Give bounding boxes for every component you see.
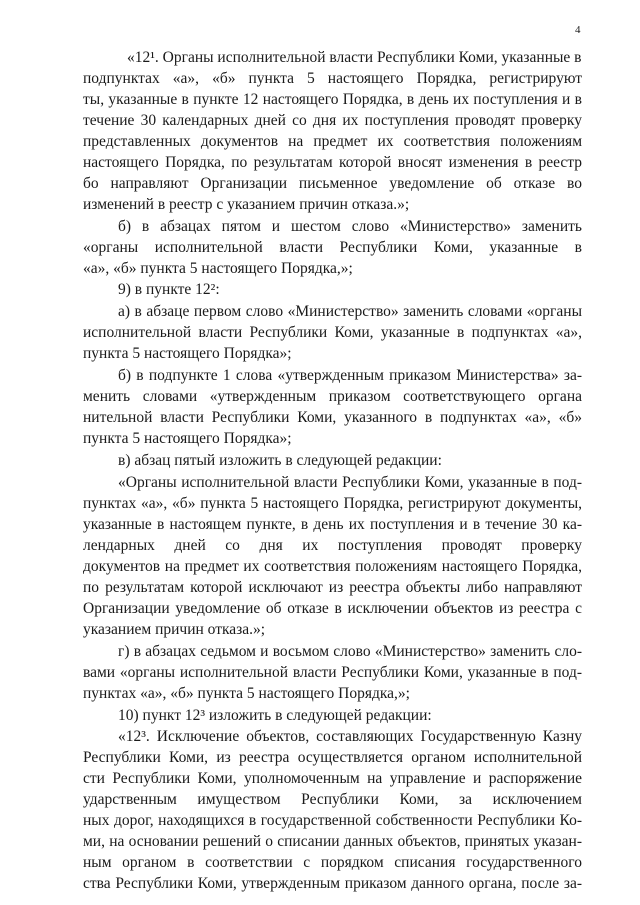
text-line: течение 30 календарных дней со дня их поступления проводят проверку — [83, 112, 582, 129]
text-line: представленных документов на предмет их соответствия положениям — [83, 133, 582, 150]
text-line: настоящего Порядка, по результатам которой вносят изменения в реестр — [83, 154, 582, 171]
text-line: указанием причин отказа.»; — [83, 621, 266, 638]
text-line: Республики Коми, из реестра осуществляется органом исполнительной — [83, 749, 582, 766]
text-line: изменений в реестр с указанием причин отказа.»; — [83, 196, 410, 213]
text-line: менить словами «утвержденным приказом соответствующего органа — [83, 388, 582, 405]
text-line: бо направляют Организации письменное уведомление об отказе во — [83, 175, 582, 192]
text-line: документов на предмет их соответствия положениям настоящего Порядка, — [83, 558, 582, 575]
text-line: пункта 5 настоящего Порядка»; — [83, 430, 292, 447]
text-line: «органы исполнительной власти Республики Коми, указанные в — [83, 239, 582, 256]
text-line: пунктах «а», «б» пункта 5 настоящего Порядка, регистрируют документы, — [83, 495, 582, 512]
page-number: 4 — [575, 24, 581, 36]
text-line: лендарных дней со дня их поступления проводят проверку — [83, 537, 582, 554]
text-line: «12³. Исключение объектов, составляющих Государственную Казну — [118, 728, 582, 745]
text-line: нительной власти Республики Коми, указанного в подпунктах «а», «б» — [83, 409, 582, 426]
text-line: «12¹. Органы исполнительной власти Республики Коми, указанные в — [127, 49, 582, 66]
text-line: ты, указанные в пункте 12 настоящего Порядка, в день их поступления и в — [83, 91, 582, 108]
text-line: пункта 5 настоящего Порядка»; — [83, 345, 292, 362]
text-line: ми, на основании решений о списании данных объектов, принятых указан- — [83, 833, 582, 850]
text-line: пунктах «а», «б» пункта 5 настоящего Порядка,»; — [83, 685, 410, 702]
text-line: г) в абзацах седьмом и восьмом слово «Министерство» заменить сло- — [118, 643, 582, 660]
text-line: сти Республики Коми, уполномоченным на управление и распоряжение — [83, 770, 582, 787]
text-line: ным органом в соответствии с порядком списания государственного — [83, 854, 582, 871]
text-line: 10) пункт 12³ изложить в следующей редакции: — [118, 707, 432, 724]
text-line: исполнительной власти Республики Коми, указанные в подпунктах «а», — [83, 324, 582, 341]
text-line: ных дорог, находящихся в государственной собственности Республики Ко- — [83, 812, 582, 829]
text-line: б) в подпункте 1 слова «утвержденным приказом Министерства» за- — [118, 367, 582, 384]
text-line: б) в абзацах пятом и шестом слово «Министерство» заменить — [118, 218, 582, 235]
text-line: ства Республики Коми, утвержденным приказом данного органа, после за- — [83, 875, 582, 892]
text-line: подпунктах «а», «б» пункта 5 настоящего Порядка, регистрируют — [83, 70, 582, 87]
text-line: по результатам которой исключают из реестра объекты либо направляют — [83, 579, 582, 596]
text-line: а) в абзаце первом слово «Министерство» заменить словами «органы — [118, 303, 582, 320]
text-line: «а», «б» пункта 5 настоящего Порядка,»; — [83, 260, 353, 277]
text-line: «Органы исполнительной власти Республики Коми, указанные в под- — [118, 474, 582, 491]
text-line: вами «органы исполнительной власти Республики Коми, указанные в под- — [83, 664, 582, 681]
text-line: в) абзац пятый изложить в следующей редакции: — [118, 452, 442, 469]
text-line: ударственным имуществом Республики Коми, за исключением — [83, 791, 582, 808]
text-line: 9) в пункте 12²: — [118, 281, 220, 298]
text-line: Организации уведомление об отказе в исключении объектов из реестра с — [83, 600, 582, 617]
text-line: указанные в настоящем пункте, в день их поступления и в течение 30 ка- — [83, 516, 582, 533]
